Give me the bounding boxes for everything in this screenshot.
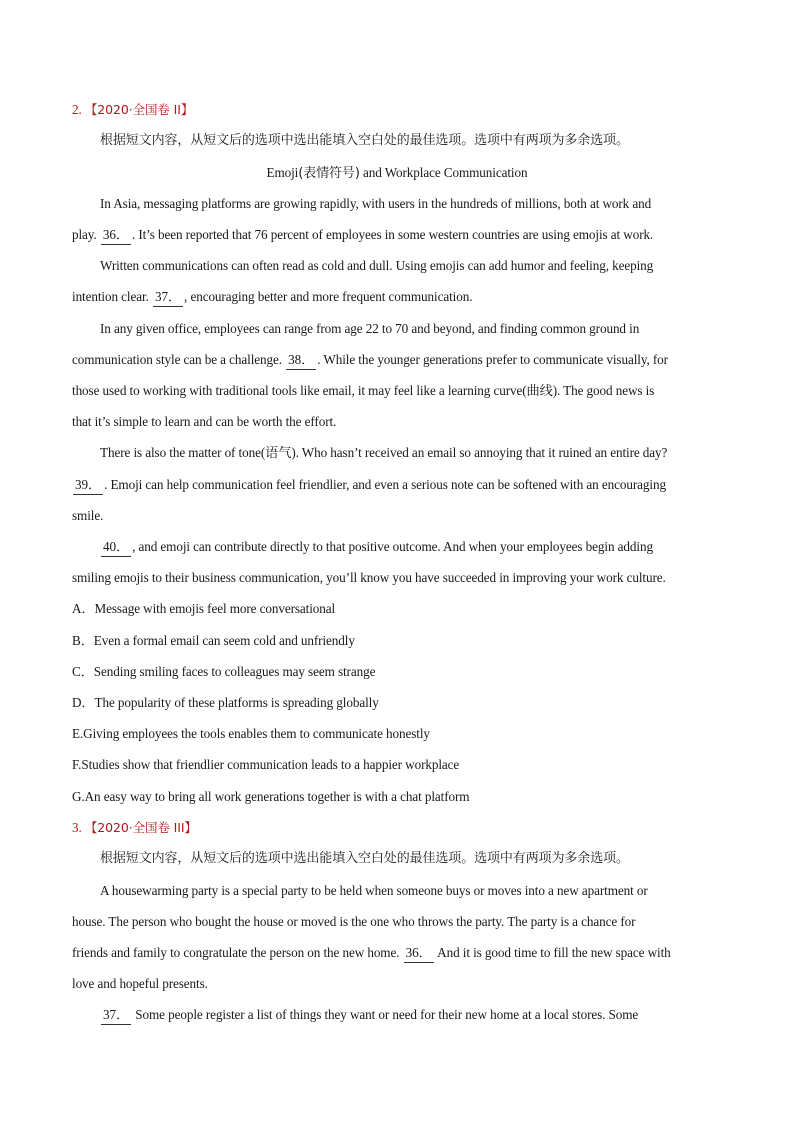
blank-37: 37． xyxy=(153,288,183,307)
blank-36: 36． xyxy=(101,226,131,245)
q2-number: 2. xyxy=(72,102,82,117)
q2-p3-line2 xyxy=(72,351,722,370)
q2-p1-line1: In Asia, messaging platforms are growing rapidly, with users in the hundreds of millions, both at work and xyxy=(100,196,652,211)
title-cn: (表情符号) xyxy=(298,166,360,181)
title-suffix: and Workplace Communication xyxy=(359,165,528,180)
q3-p1-line1: A housewarming party is a special party to be held when someone buys or moves into a new apartment or xyxy=(100,883,648,898)
q3-p1-line4: love and hopeful presents. xyxy=(72,976,208,991)
q2-p3-line1: In any given office, employees can range from age 22 to 70 and beyond, and finding common ground in xyxy=(100,321,640,336)
q2-p5-line2: smiling emojis to their business communication, you’ll know you have succeeded in improving your work culture. xyxy=(72,570,666,585)
q2-instruction: 根据短文内容，从短文后的选项中选出能填入空白处的最佳选项。选项中有两项为多余选项。 xyxy=(100,133,629,148)
q2-p4-line1: There is also the matter of tone(语气). Who hasn’t received an email so annoying that it ruined an entire day? xyxy=(100,445,668,460)
q2-p3-line3: those used to working with traditional tools like email, it may feel like a learning curve(曲线). The good news is xyxy=(72,383,655,398)
option-g: G.An easy way to bring all work generations together is with a chat platform xyxy=(72,789,470,804)
q2-p5-line1 xyxy=(100,538,722,557)
text-span: . Emoji can help communication feel friendlier, and even a serious note can be softened with an encouraging xyxy=(104,477,666,492)
q2-p2-line1: Written communications can often read as cold and dull. Using emojis can add humor and feeling, keeping xyxy=(100,258,654,273)
text-span: Some people register a list of things they want or need for their new home at a local stores. Some xyxy=(132,1007,639,1022)
q3-blank-37: 37． xyxy=(101,1006,131,1025)
q2-p2-line2 xyxy=(72,288,722,307)
q3-p2-line1 xyxy=(100,1006,722,1025)
text-span: , and emoji can contribute directly to that positive outcome. And when your employees begin adding xyxy=(132,539,653,554)
q3-p1-line2: house. The person who bought the house or moved is the one who throws the party. The party is a chance for xyxy=(72,914,636,929)
q2-p1-line2 xyxy=(72,226,722,245)
option-e: E.Giving employees the tools enables them to communicate honestly xyxy=(72,726,430,741)
q2-passage-title xyxy=(0,164,794,183)
text-span: . While the younger generations prefer to communicate visually, for xyxy=(317,352,668,367)
text-span: communication style can be a challenge. xyxy=(72,352,286,367)
option-c: C．Sending smiling faces to colleagues may seem strange xyxy=(72,664,376,679)
q3-number: 3. xyxy=(72,820,82,835)
option-a: A．Message with emojis feel more conversational xyxy=(72,601,336,616)
q2-header xyxy=(72,101,722,119)
q3-header xyxy=(72,819,722,837)
q3-source: 【2020·全国卷 III】 xyxy=(84,820,197,835)
text-span: friends and family to congratulate the person on the new home. xyxy=(72,945,403,960)
q2-p3-line4: that it’s simple to learn and can be worth the effort. xyxy=(72,414,337,429)
q3-p1-line3 xyxy=(72,944,722,963)
q3-instruction: 根据短文内容，从短文后的选项中选出能填入空白处的最佳选项。选项中有两项为多余选项。 xyxy=(100,851,629,866)
q2-p4-line2 xyxy=(72,476,722,495)
option-d: D．The popularity of these platforms is spreading globally xyxy=(72,695,379,710)
q3-blank-36: 36． xyxy=(404,944,434,963)
text-span: play. xyxy=(72,227,100,242)
title-prefix: Emoji xyxy=(266,165,299,180)
text-span: , encouraging better and more frequent communication. xyxy=(184,289,473,304)
option-b: B．Even a formal email can seem cold and unfriendly xyxy=(72,633,355,648)
blank-40: 40． xyxy=(101,538,131,557)
text-span: intention clear. xyxy=(72,289,152,304)
blank-39: 39． xyxy=(73,476,103,495)
text-span: And it is good time to fill the new space with xyxy=(434,945,671,960)
text-span: . It’s been reported that 76 percent of employees in some western countries are using emojis at work. xyxy=(131,227,654,242)
q2-source: 【2020·全国卷 II】 xyxy=(84,102,194,117)
q2-p4-line3: smile. xyxy=(72,508,104,523)
option-f: F.Studies show that friendlier communication leads to a happier workplace xyxy=(72,757,460,772)
blank-38: 38． xyxy=(286,351,316,370)
